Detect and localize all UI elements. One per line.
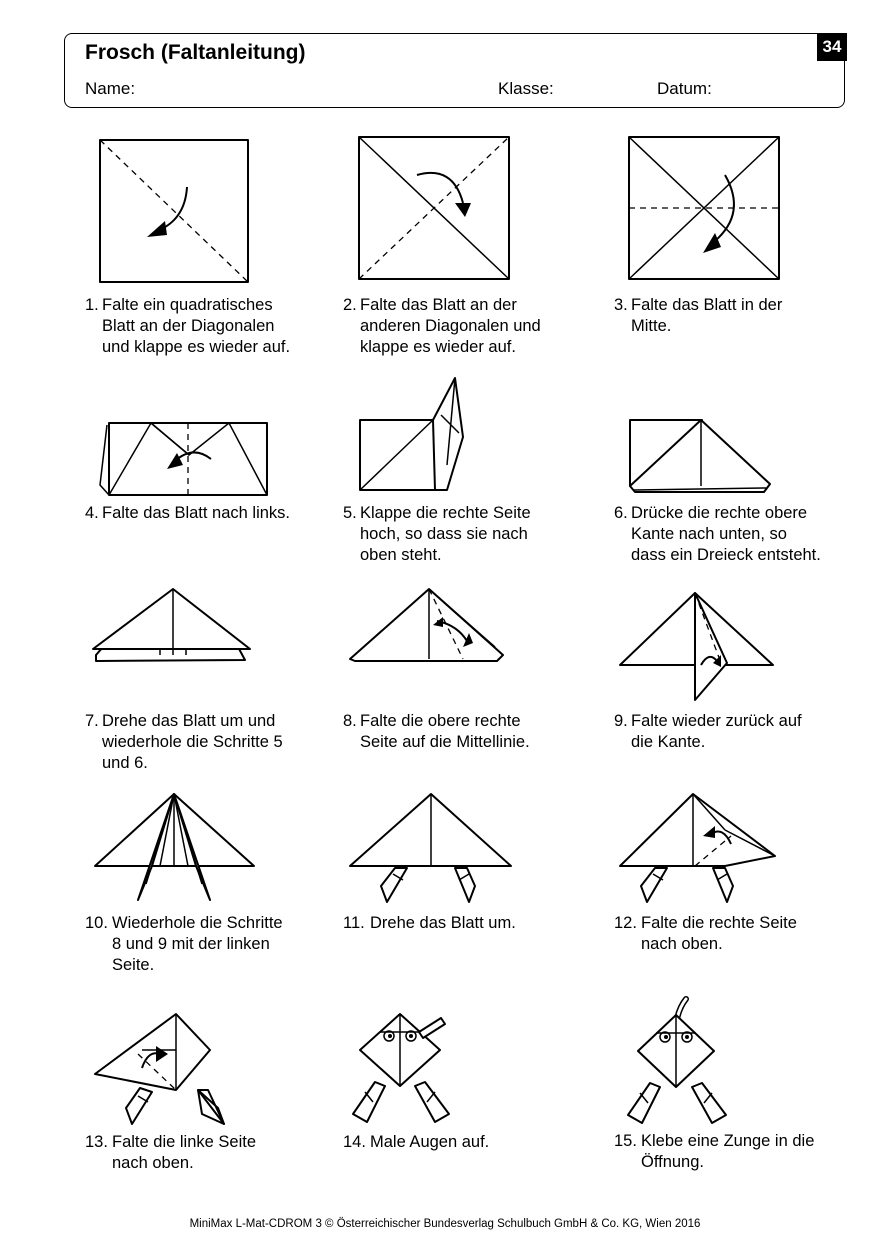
step-6-caption: 6. Drücke die rechte obere Kante nach unten, so dass ein Dreieck entsteht. [614, 504, 821, 564]
date-label: Datum: [657, 79, 712, 98]
step-10-illustration [90, 790, 260, 905]
step-13-caption: 13. Falte die linke Seite nach oben. [85, 1133, 256, 1172]
step-9-illustration [615, 585, 780, 705]
step-12-illustration [615, 790, 785, 905]
page-number-badge: 34 [817, 33, 847, 61]
step-4-caption: 4. Falte das Blatt nach links. [85, 504, 291, 522]
step-1-illustration [95, 135, 255, 285]
step-2-caption: 2. Falte das Blatt an der anderen Diagonalen und klappe es wieder auf. [343, 296, 541, 356]
step-3-illustration [625, 133, 785, 283]
step-1-caption: 1. Falte ein quadratisches Blatt an der Diagonalen und klappe es wieder auf. [85, 296, 291, 356]
step-15-caption: 15. Klebe eine Zunge in die Öffnung. [614, 1132, 815, 1171]
step-8-caption: 8. Falte die obere rechte Seite auf die Mittellinie. [343, 712, 530, 751]
step-5-caption: 5. Klappe die rechte Seite hoch, so dass sie nach oben steht. [343, 504, 531, 564]
page-title: Frosch (Faltanleitung) [85, 41, 306, 64]
step-9-caption: 9. Falte wieder zurück auf die Kante. [614, 712, 802, 751]
step-10-caption: 10. Wiederhole die Schritte 8 und 9 mit der linken Seite. [85, 914, 283, 974]
step-6-illustration [625, 412, 775, 497]
step-14-caption: 14. Male Augen auf. [343, 1133, 490, 1151]
step-14-illustration [345, 1008, 465, 1128]
step-15-illustration [620, 995, 740, 1130]
step-5-illustration [355, 375, 475, 495]
step-4-illustration [95, 415, 275, 505]
copyright-footer: MiniMax L-Mat-CDROM 3 © Österreichischer Bundesverlag Schulbuch GmbH & Co. KG, Wien 2016 [189, 1218, 701, 1230]
step-2-illustration [355, 133, 515, 283]
step-7-illustration [88, 585, 253, 670]
step-13-illustration [90, 1010, 240, 1130]
step-12-caption: 12. Falte die rechte Seite nach oben. [614, 914, 797, 953]
step-11-caption: 11. Drehe das Blatt um. [343, 914, 516, 932]
step-3-caption: 3. Falte das Blatt in der Mitte. [614, 296, 783, 335]
name-label: Name: [85, 79, 136, 98]
class-label: Klasse: [498, 79, 554, 98]
step-8-illustration [345, 585, 510, 670]
worksheet-header [64, 33, 845, 108]
step-7-caption: 7. Drehe das Blatt um und wiederhole die Schritte 5 und 6. [85, 712, 283, 772]
step-11-illustration [345, 790, 515, 905]
